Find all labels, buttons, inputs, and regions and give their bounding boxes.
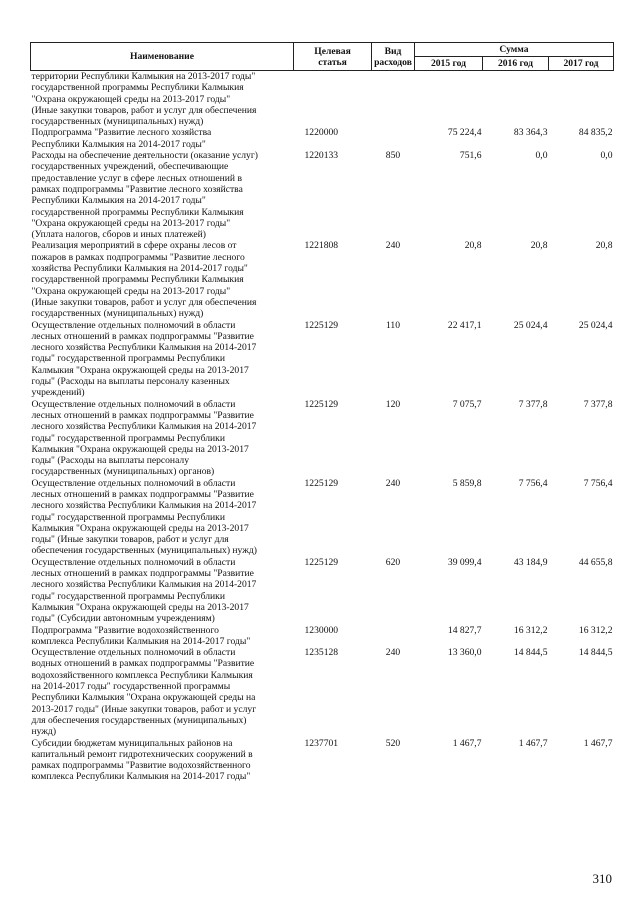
row-name-line: (Уплата налогов, сборов и иных платежей) (31, 229, 206, 241)
row-name-line: учреждений) (31, 387, 85, 399)
row-name-line: государственной программы Республики Калмыкия (31, 82, 244, 94)
row-name-line: Расходы на обеспечение деятельности (оказание услуг) (31, 150, 258, 162)
row-sum-2017: 0,0 (600, 150, 613, 162)
table-body (31, 71, 614, 783)
row-code: 1225129 (304, 319, 339, 331)
row-sum-2015: 75 224,4 (447, 127, 482, 139)
row-vid (372, 127, 415, 150)
row-name-line: государственной программы Республики Калмыкия (31, 206, 244, 218)
header-year-2017: 2017 год (549, 57, 614, 71)
row-name-line: Калмыкия "Охрана окружающей среды на 2013-2017 (31, 443, 249, 455)
row-name-line: государственных (муниципальных) органов) (31, 466, 215, 478)
row-name-line: лесных отношений в рамках подпрограммы "Развитие (31, 409, 254, 421)
row-name-line: лесного хозяйства Республики Калмыкия на 2014-2017 (31, 421, 257, 433)
row-name-line: Осуществление отдельных полномочий в области (31, 398, 236, 410)
row-name-line: нужд) (31, 726, 57, 738)
row-name-line: годы" государственной программы Республики (31, 353, 225, 365)
row-sum-2015: 1 467,7 (452, 737, 482, 749)
budget-table (30, 42, 614, 783)
row-name-line: годы" государственной программы Республики (31, 511, 225, 523)
row-sum-2017 (549, 71, 614, 128)
table-row (31, 557, 614, 625)
row-name-line: (Иные закупки товаров, работ и услуг для обеспечения (31, 104, 257, 116)
row-code: 1237701 (304, 737, 339, 749)
row-name (31, 625, 294, 648)
row-name-line: годы" (Расходы на выплаты персоналу (31, 455, 189, 467)
row-sum-2015: 7 075,7 (452, 398, 482, 410)
row-name-line: для обеспечения государственных (муниципальных) (31, 714, 247, 726)
row-name-line: пожаров в рамках подпрограммы "Развитие лесного (31, 251, 245, 263)
row-name (31, 557, 294, 625)
row-name-line: Республики Калмыкия на 2014-2017 годы" (31, 138, 206, 150)
header-year-2015: 2015 год (415, 57, 483, 71)
page-number: 310 (592, 871, 612, 886)
row-vid: 850 (385, 150, 401, 162)
row-vid (372, 625, 415, 648)
row-sum-2015: 22 417,1 (447, 319, 482, 331)
row-code (294, 71, 372, 128)
row-sum-2017: 84 835,2 (578, 127, 613, 139)
row-name-line: "Охрана окружающей среды на 2013-2017 годы" (31, 93, 231, 105)
row-name-line: водохозяйственного комплекса Республики Калмыкия (31, 669, 253, 681)
row-code: 1235128 (304, 647, 339, 659)
row-sum-2015 (415, 71, 483, 128)
table-row (31, 625, 614, 648)
row-name-line: на 2014-2017 годы" государственной программы (31, 681, 231, 693)
row-name-line: лесных отношений в рамках подпрограммы "Развитие (31, 330, 254, 342)
row-name-line: предоставление услуг в сфере лесных отношений в (31, 172, 242, 184)
row-sum-2016 (483, 71, 549, 128)
row-name-line: лесного хозяйства Республики Калмыкия на 2014-2017 (31, 500, 257, 512)
row-code: 1220133 (304, 150, 339, 162)
row-code: 1225129 (304, 477, 339, 489)
row-sum-2016: 7 377,8 (518, 398, 548, 410)
row-name (31, 478, 294, 557)
header-vid: Вид расходов (372, 43, 415, 71)
row-sum-2017: 20,8 (595, 240, 613, 252)
row-sum-2016: 83 364,3 (513, 127, 548, 139)
row-sum-2016: 16 312,2 (513, 624, 548, 636)
header-name: Наименование (31, 43, 294, 71)
row-name-line: Республики Калмыкия на 2014-2017 годы" (31, 195, 206, 207)
table-row (31, 399, 614, 478)
row-sum-2016: 25 024,4 (513, 319, 548, 331)
row-code: 1225129 (304, 556, 339, 568)
table-row (31, 150, 614, 240)
table-row (31, 738, 614, 783)
table-row (31, 71, 614, 128)
row-name-line: рамках подпрограммы "Развитие водохозяйственного (31, 760, 251, 772)
header-code: Целевая статья (294, 43, 372, 71)
row-name (31, 647, 294, 737)
row-name-line: Реализация мероприятий в сфере охраны лесов от (31, 240, 237, 252)
table-row (31, 240, 614, 319)
row-name-line: Осуществление отдельных полномочий в области (31, 556, 236, 568)
row-name-line: капитальный ремонт гидротехнических сооружений в (31, 748, 253, 760)
row-name (31, 150, 294, 240)
row-vid: 520 (385, 737, 401, 749)
row-name-line: Подпрограмма "Развитие лесного хозяйства (31, 127, 212, 139)
row-name-line: комплекса Республики Калмыкия на 2014-2017 годы" (31, 771, 251, 783)
row-name-line: Калмыкия "Охрана окружающей среды на 2013-2017 (31, 522, 249, 534)
row-sum-2017: 16 312,2 (578, 624, 613, 636)
row-name-line: государственных учреждений, обеспечивающие (31, 161, 229, 173)
row-vid: 240 (385, 477, 401, 489)
row-code: 1220000 (304, 127, 339, 139)
row-name (31, 71, 294, 128)
row-name-line: Осуществление отдельных полномочий в области (31, 319, 236, 331)
row-sum-2017: 14 844,5 (578, 647, 613, 659)
row-sum-2015: 5 859,8 (452, 477, 482, 489)
row-name-line: Республики Калмыкия "Охрана окружающей среды на (31, 692, 256, 704)
row-name (31, 320, 294, 399)
row-name (31, 240, 294, 319)
row-sum-2017: 44 655,8 (578, 556, 613, 568)
row-name-line: Субсидии бюджетам муниципальных районов на (31, 737, 233, 749)
row-name-line: Калмыкия "Охрана окружающей среды на 2013-2017 (31, 601, 249, 613)
row-name (31, 738, 294, 783)
row-name-line: рамках подпрограммы "Развитие лесного хозяйства (31, 183, 243, 195)
row-sum-2016: 14 844,5 (513, 647, 548, 659)
row-sum-2015: 20,8 (464, 240, 482, 252)
row-vid: 110 (385, 319, 401, 331)
row-name-line: лесных отношений в рамках подпрограммы "Развитие (31, 488, 254, 500)
row-name-line: водных отношений в рамках подпрограммы "Развитие (31, 658, 255, 670)
row-sum-2016: 43 184,9 (513, 556, 548, 568)
row-sum-2015: 751,6 (459, 150, 482, 162)
row-name-line: лесного хозяйства Республики Калмыкия на 2014-2017 (31, 579, 257, 591)
row-name-line: лесных отношений в рамках подпрограммы "Развитие (31, 568, 254, 580)
row-name-line: годы" (Иные закупки товаров, работ и услуг для (31, 534, 229, 546)
row-name-line: государственных (муниципальных) нужд) (31, 116, 204, 128)
row-name-line: хозяйства Республики Калмыкия на 2014-2017 годы" (31, 263, 248, 275)
row-sum-2015: 39 099,4 (447, 556, 482, 568)
row-code: 1225129 (304, 398, 339, 410)
row-vid: 240 (385, 647, 401, 659)
row-name-line: 2013-2017 годы" (Иные закупки товаров, работ и услуг (31, 703, 257, 715)
row-name-line: "Охрана окружающей среды на 2013-2017 годы" (31, 285, 231, 297)
row-vid (372, 71, 415, 128)
header-year-2016: 2016 год (483, 57, 549, 71)
row-name-line: Осуществление отдельных полномочий в области (31, 647, 236, 659)
header-sum: Сумма (415, 43, 614, 57)
row-name (31, 127, 294, 150)
row-sum-2017: 7 377,8 (583, 398, 613, 410)
row-name-line: Осуществление отдельных полномочий в области (31, 477, 236, 489)
row-vid: 120 (385, 398, 401, 410)
row-name-line: годы" (Субсидии автономным учреждениям) (31, 613, 215, 625)
row-sum-2017: 25 024,4 (578, 319, 613, 331)
row-name (31, 399, 294, 478)
row-name-line: государственной программы Республики Калмыкия (31, 274, 244, 286)
row-name-line: лесного хозяйства Республики Калмыкия на 2014-2017 (31, 342, 257, 354)
row-name-line: государственных (муниципальных) нужд) (31, 308, 204, 320)
table-row (31, 478, 614, 557)
row-name-line: комплекса Республики Калмыкия на 2014-2017 годы" (31, 635, 251, 647)
table-row (31, 127, 614, 150)
row-name-line: территории Республики Калмыкия на 2013-2017 годы" (31, 71, 256, 82)
row-name-line: обеспечения государственных (муниципальных) нужд) (31, 545, 257, 557)
table-header (31, 43, 614, 71)
row-sum-2016: 0,0 (535, 150, 548, 162)
row-name-line: (Иные закупки товаров, работ и услуг для обеспечения (31, 296, 257, 308)
row-vid: 240 (385, 240, 401, 252)
row-sum-2015: 13 360,0 (447, 647, 482, 659)
row-name-line: годы" государственной программы Республики (31, 432, 225, 444)
row-code: 1221808 (304, 240, 339, 252)
row-name-line: Подпрограмма "Развитие водохозяйственного (31, 624, 219, 636)
row-sum-2017: 7 756,4 (583, 477, 613, 489)
row-vid: 620 (385, 556, 401, 568)
row-sum-2015: 14 827,7 (447, 624, 482, 636)
row-sum-2016: 7 756,4 (518, 477, 548, 489)
row-name-line: годы" (Расходы на выплаты персоналу казенных (31, 376, 230, 388)
row-name-line: "Охрана окружающей среды на 2013-2017 годы" (31, 217, 231, 229)
row-name-line: Калмыкия "Охрана окружающей среды на 2013-2017 (31, 364, 249, 376)
row-sum-2016: 1 467,7 (518, 737, 548, 749)
table-row (31, 320, 614, 399)
row-name-line: годы" государственной программы Республики (31, 590, 225, 602)
row-code: 1230000 (304, 624, 339, 636)
table-row (31, 647, 614, 737)
row-sum-2017: 1 467,7 (583, 737, 613, 749)
row-sum-2016: 20,8 (530, 240, 548, 252)
